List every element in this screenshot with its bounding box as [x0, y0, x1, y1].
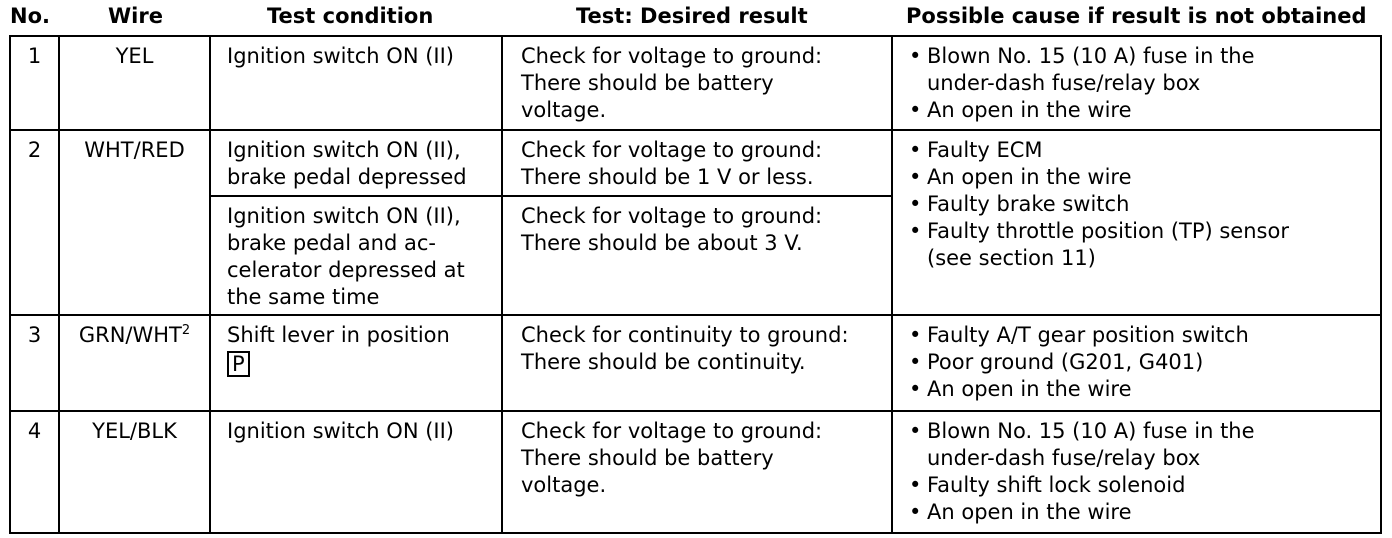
bullet: •	[909, 44, 922, 68]
bullet: •	[909, 219, 922, 243]
cause-item	[909, 218, 1372, 245]
cause-item	[909, 164, 1372, 191]
row-number: 2	[10, 130, 59, 315]
wire-color-text: GRN/WHT	[78, 323, 182, 347]
cause-text: An open in the wire	[927, 165, 1132, 189]
header-no: No.	[10, 4, 50, 28]
condition-line: Ignition switch ON (II),	[227, 204, 461, 228]
test-condition	[210, 411, 502, 533]
bullet: •	[909, 350, 922, 374]
cause-item	[909, 376, 1372, 403]
cause-text-cont: (see section 11)	[927, 246, 1096, 270]
cause-item	[909, 322, 1372, 349]
shift-position-box: P	[227, 351, 250, 377]
desired-result	[502, 196, 892, 315]
bullet: •	[909, 419, 922, 443]
cause-text-cont: under-dash fuse/relay box	[927, 446, 1201, 470]
bullet: •	[909, 192, 922, 216]
desired-result	[502, 411, 892, 533]
cause-text: Faulty ECM	[927, 138, 1043, 162]
result-line: There should be battery	[521, 446, 774, 470]
bullet: •	[909, 500, 922, 524]
cause-text: An open in the wire	[927, 377, 1132, 401]
cause-text-cont: under-dash fuse/relay box	[927, 71, 1201, 95]
test-condition	[210, 130, 502, 196]
desired-result	[502, 315, 892, 411]
desired-result	[502, 130, 892, 196]
condition-line: the same time	[227, 285, 380, 309]
result-line: Check for voltage to ground:	[521, 44, 823, 68]
condition-line: brake pedal and ac-	[227, 231, 436, 255]
result-line: voltage.	[521, 98, 607, 122]
result-line: There should be about 3 V.	[521, 231, 803, 255]
table-row	[10, 36, 1381, 130]
result-line: There should be continuity.	[521, 350, 806, 374]
condition-line: Ignition switch ON (II)	[227, 419, 454, 443]
row-number: 1	[10, 36, 59, 130]
possible-cause	[892, 411, 1381, 533]
wire-color: WHT/RED	[59, 130, 210, 315]
cause-text: Faulty A/T gear position switch	[927, 323, 1249, 347]
result-line: There should be 1 V or less.	[521, 165, 814, 189]
result-line: Check for voltage to ground:	[521, 204, 823, 228]
footnote-marker: 2	[181, 323, 191, 338]
cause-text: Poor ground (G201, G401)	[927, 350, 1204, 374]
table-row	[10, 130, 1381, 196]
table-header-row	[0, 0, 1392, 34]
cause-text: Faulty brake switch	[927, 192, 1130, 216]
result-line: Check for continuity to ground:	[521, 323, 849, 347]
result-line: voltage.	[521, 473, 607, 497]
cause-item	[909, 191, 1372, 218]
test-condition	[210, 36, 502, 130]
wire-color: YEL	[59, 36, 210, 130]
header-desired-result: Test: Desired result	[576, 4, 808, 28]
desired-result	[502, 36, 892, 130]
test-condition	[210, 196, 502, 315]
header-possible-cause: Possible cause if result is not obtained	[906, 4, 1367, 28]
cause-text: Blown No. 15 (10 A) fuse in the	[927, 44, 1255, 68]
cause-text: An open in the wire	[927, 500, 1132, 524]
condition-line: Ignition switch ON (II),	[227, 138, 461, 162]
bullet: •	[909, 165, 922, 189]
bullet: •	[909, 98, 922, 122]
cause-item	[909, 137, 1372, 164]
cause-item	[909, 349, 1372, 376]
cause-item	[909, 499, 1372, 526]
cause-text: Blown No. 15 (10 A) fuse in the	[927, 419, 1255, 443]
possible-cause	[892, 315, 1381, 411]
row-number: 4	[10, 411, 59, 533]
bullet: •	[909, 138, 922, 162]
condition-line: brake pedal depressed	[227, 165, 467, 189]
cause-item	[909, 43, 1372, 70]
test-condition	[210, 315, 502, 411]
header-wire: Wire	[108, 4, 163, 28]
cause-text: Faulty throttle position (TP) sensor	[927, 219, 1289, 243]
cause-item	[909, 418, 1372, 445]
condition-line: Shift lever in position	[227, 323, 450, 347]
wire-color	[59, 315, 210, 411]
wire-test-table	[9, 35, 1382, 534]
bullet: •	[909, 377, 922, 401]
row-number: 3	[10, 315, 59, 411]
cause-text: An open in the wire	[927, 98, 1132, 122]
result-line: Check for voltage to ground:	[521, 138, 823, 162]
cause-text: Faulty shift lock solenoid	[927, 473, 1186, 497]
possible-cause	[892, 36, 1381, 130]
result-line: There should be battery	[521, 71, 774, 95]
header-test-condition: Test condition	[267, 4, 434, 28]
possible-cause	[892, 130, 1381, 315]
bullet: •	[909, 473, 922, 497]
cause-item	[909, 472, 1372, 499]
condition-line: celerator depressed at	[227, 258, 465, 282]
condition-line: Ignition switch ON (II)	[227, 44, 454, 68]
cause-item	[909, 97, 1372, 124]
result-line: Check for voltage to ground:	[521, 419, 823, 443]
wire-color: YEL/BLK	[59, 411, 210, 533]
table-row	[10, 315, 1381, 411]
table-row	[10, 411, 1381, 533]
bullet: •	[909, 323, 922, 347]
